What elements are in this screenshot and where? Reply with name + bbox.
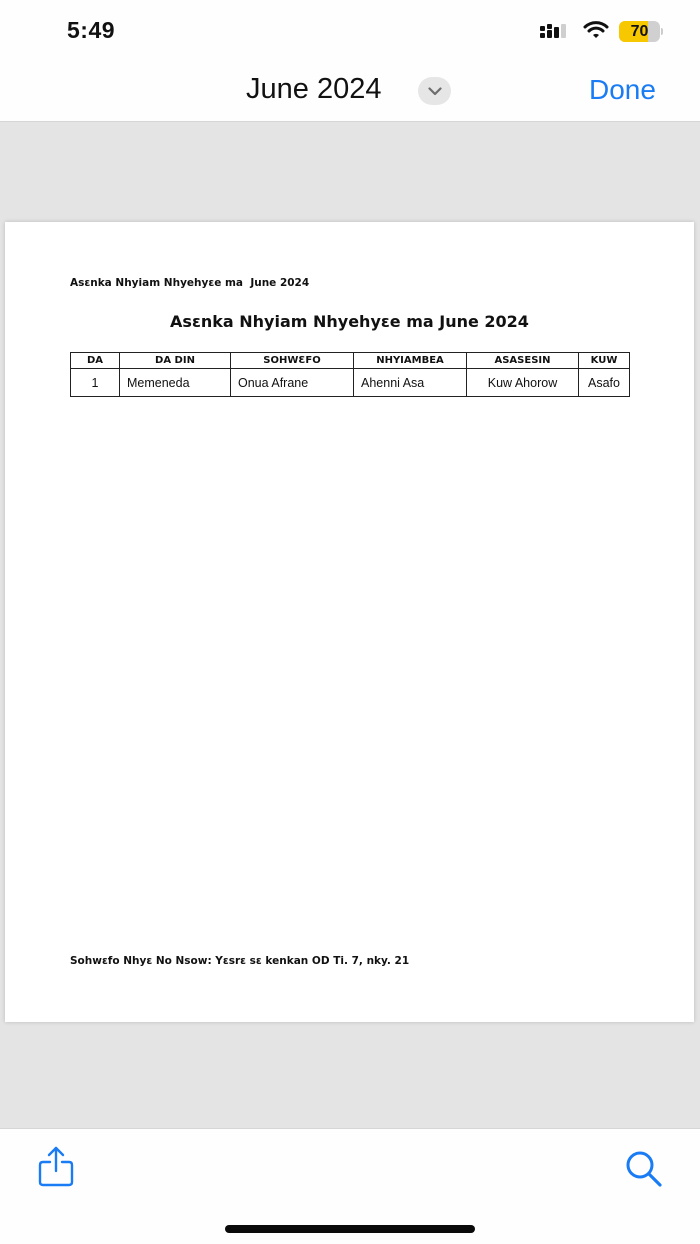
table-cell: 1 bbox=[71, 369, 120, 397]
column-header: DA bbox=[71, 353, 120, 369]
done-button[interactable]: Done bbox=[589, 74, 656, 105]
nav-title[interactable]: June 2024 bbox=[246, 73, 382, 105]
table-cell: Ahenni Asa bbox=[354, 369, 467, 397]
document-footer: Sohwɛfo Nhyɛ No Nsow: Yɛsrɛ sɛ kenkan OD Ti. 7, nky. 21 bbox=[70, 955, 410, 967]
bottom-toolbar bbox=[0, 1128, 700, 1244]
document-header: Asɛnka Nhyiam Nhyehyɛe ma June 2024 bbox=[70, 277, 310, 289]
column-header: KUW bbox=[579, 353, 630, 369]
column-header: DA DIN bbox=[120, 353, 231, 369]
chevron-down-icon bbox=[428, 87, 442, 96]
table-header-row bbox=[71, 353, 630, 369]
table-cell: Kuw Ahorow bbox=[467, 369, 579, 397]
column-header: SOHWƐFO bbox=[231, 353, 354, 369]
table-cell: Asafo bbox=[579, 369, 630, 397]
column-header: ASASESIN bbox=[467, 353, 579, 369]
table-cell: Onua Afrane bbox=[231, 369, 354, 397]
status-bar bbox=[0, 0, 700, 60]
search-icon[interactable] bbox=[624, 1149, 664, 1189]
title-menu-button[interactable] bbox=[418, 77, 451, 105]
table-cell: Memeneda bbox=[120, 369, 231, 397]
schedule-table bbox=[70, 352, 630, 397]
document-title: Asɛnka Nhyiam Nhyehyɛe ma June 2024 bbox=[170, 312, 529, 331]
battery-icon bbox=[619, 21, 663, 42]
home-indicator[interactable] bbox=[225, 1225, 475, 1233]
status-time: 5:49 bbox=[67, 17, 116, 43]
cellular-signal-icon bbox=[540, 24, 570, 40]
nav-bar bbox=[0, 60, 700, 122]
column-header: NHYIAMBEA bbox=[354, 353, 467, 369]
wifi-icon bbox=[583, 20, 609, 40]
document-page bbox=[5, 222, 694, 1022]
table-row bbox=[71, 369, 630, 397]
share-icon[interactable] bbox=[37, 1145, 75, 1187]
battery-level: 70 bbox=[630, 23, 649, 40]
